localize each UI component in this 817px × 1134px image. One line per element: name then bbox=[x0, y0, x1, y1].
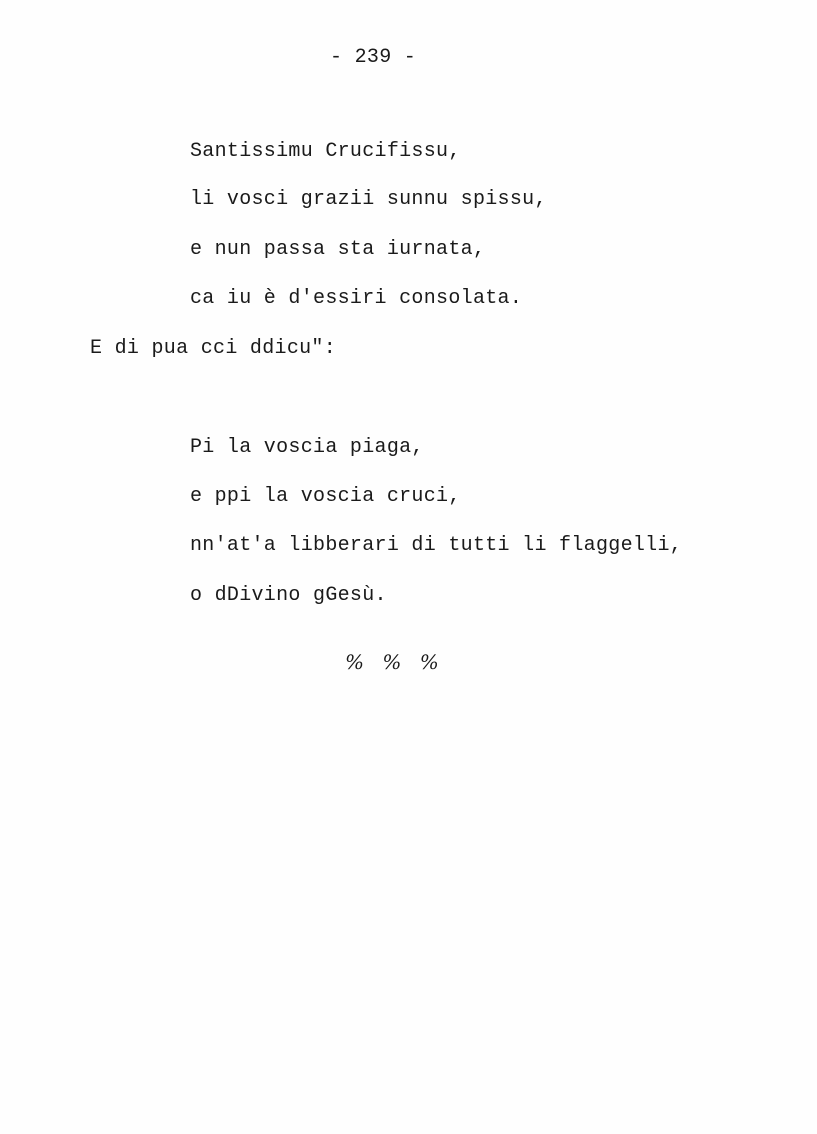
verse-line: li vosci grazii sunnu spissu, bbox=[190, 188, 547, 211]
verse-line: e ppi la voscia cruci, bbox=[190, 485, 461, 508]
verse-line: nn'at'a libberari di tutti li flaggelli, bbox=[190, 534, 683, 557]
verse-line: Pi la voscia piaga, bbox=[190, 436, 424, 459]
narration-line: E di pua cci ddicu": bbox=[90, 337, 337, 360]
page-number: - 239 - bbox=[330, 46, 417, 69]
verse-line: e nun passa sta iurnata, bbox=[190, 238, 486, 261]
verse-line: o dDivino gGesù. bbox=[190, 584, 387, 607]
verse-line: ca iu è d'essiri consolata. bbox=[190, 287, 523, 310]
section-end-mark: % % % bbox=[345, 650, 445, 674]
verse-line: Santissimu Crucifissu, bbox=[190, 140, 461, 163]
